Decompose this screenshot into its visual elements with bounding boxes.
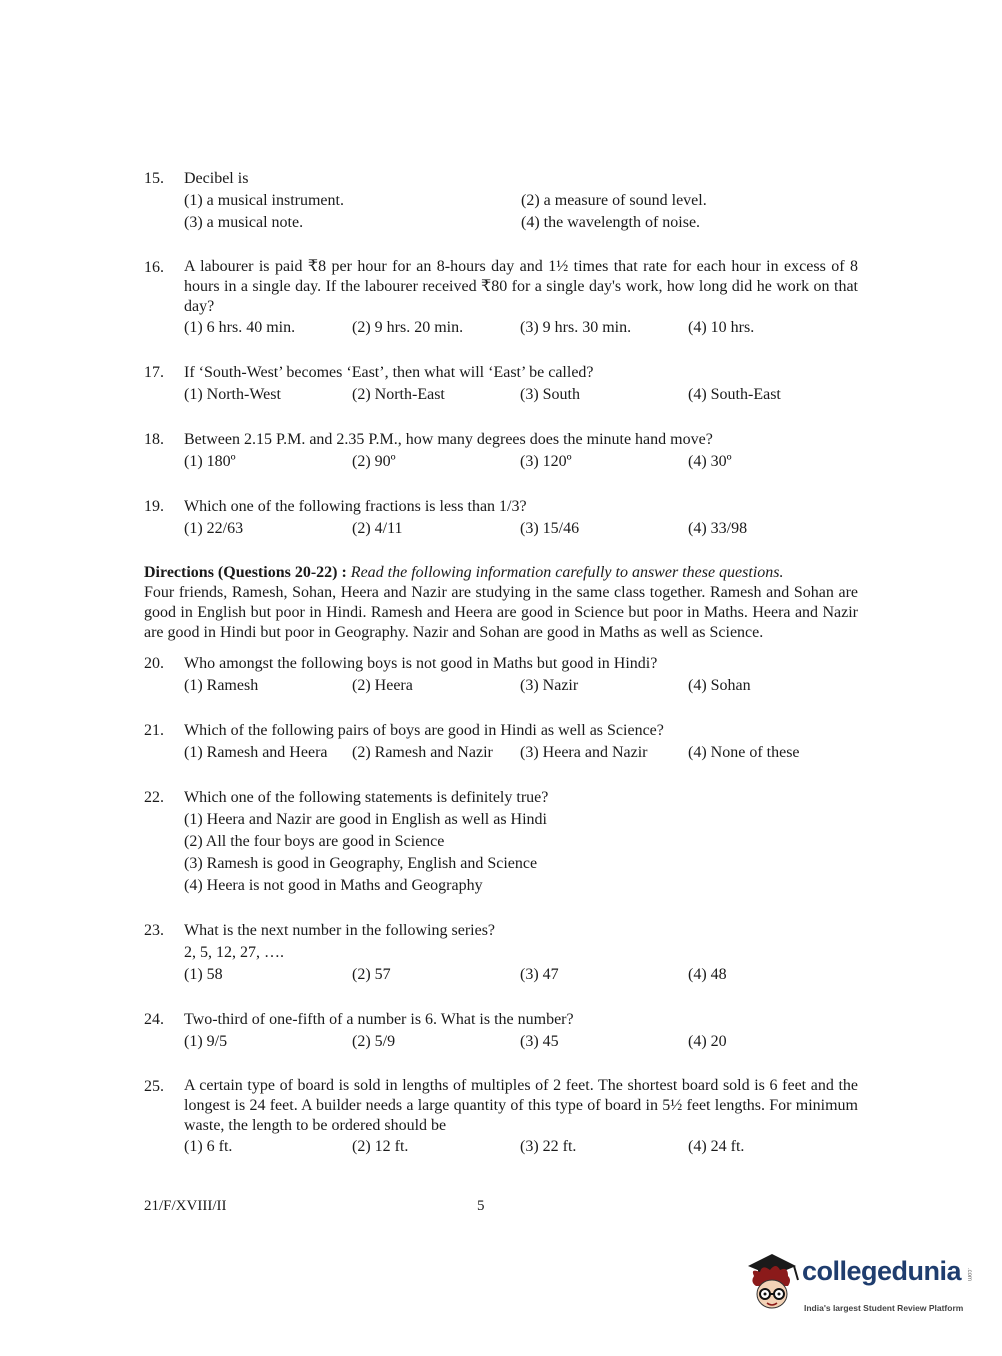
question-number: 16. (144, 259, 164, 276)
option-1: (1) 180º (184, 453, 236, 470)
brand-tagline: India's largest Student Review Platform (804, 1303, 964, 1313)
options (184, 518, 858, 540)
option-4: (4) 20 (688, 1033, 727, 1050)
options (184, 190, 858, 234)
mascot-icon (742, 1250, 802, 1320)
question-17 (144, 362, 858, 406)
option-1: (1) 6 hrs. 40 min. (184, 319, 296, 336)
option-2: (2) Heera (352, 677, 413, 694)
question-text: What is the next number in the following series? (184, 922, 496, 939)
paper-code: 21/F/XVIII/II (144, 1198, 227, 1214)
question-24 (144, 1009, 858, 1053)
option-3: (3) Ramesh is good in Geography, English and Science (184, 855, 538, 872)
question-22 (144, 787, 858, 897)
question-number: 22. (144, 789, 164, 806)
option-2: (2) a measure of sound level. (521, 192, 707, 209)
options (184, 1031, 858, 1053)
option-2: (2) 9 hrs. 20 min. (352, 319, 464, 336)
question-text: Two-third of one-fifth of a number is 6. What is the number? (184, 1011, 574, 1028)
question-number: 24. (144, 1011, 164, 1028)
question-text: Who amongst the following boys is not good in Maths but good in Hindi? (184, 655, 658, 672)
question-20 (144, 653, 858, 697)
option-3: (3) 47 (520, 966, 559, 983)
option-4: (4) 24 ft. (688, 1138, 745, 1155)
option-1: (1) 6 ft. (184, 1138, 233, 1155)
question-number: 19. (144, 498, 164, 515)
brand-name: collegedunia (802, 1256, 962, 1286)
options (184, 384, 858, 406)
question-text: Which of the following pairs of boys are good in Hindi as well as Science? (184, 722, 664, 739)
option-3: (3) a musical note. (184, 214, 304, 231)
options (184, 317, 858, 339)
question-16 (144, 257, 858, 339)
option-3: (3) 9 hrs. 30 min. (520, 319, 632, 336)
option-1: (1) North-West (184, 386, 281, 403)
question-15 (144, 168, 858, 234)
option-1: (1) a musical instrument. (184, 192, 344, 209)
options (184, 742, 858, 764)
option-4: (4) the wavelength of noise. (521, 214, 701, 231)
directions-heading: Directions (Questions 20-22) : (144, 564, 347, 581)
question-number: 17. (144, 364, 164, 381)
question-number: 20. (144, 655, 164, 672)
option-3: (3) Nazir (520, 677, 579, 694)
question-23 (144, 920, 858, 986)
option-2: (2) North-East (352, 386, 445, 403)
options (184, 675, 858, 697)
option-3: (3) Heera and Nazir (520, 744, 648, 761)
question-text: Which one of the following fractions is less than 1/3? (184, 498, 527, 515)
collegedunia-logo[interactable] (742, 1250, 972, 1320)
option-3: (3) South (520, 386, 580, 403)
question-text: A labourer is paid ₹8 per hour for an 8-hours day and 1½ times that rate for each hour in excess of 8 hours in a single day. If the labourer received ₹80 for a single day's work, how long did he work on that day? (184, 258, 858, 315)
question-text: Between 2.15 P.M. and 2.35 P.M., how many degrees does the minute hand move? (184, 431, 713, 448)
option-4: (4) 33/98 (688, 520, 748, 537)
option-1: (1) 9/5 (184, 1033, 228, 1050)
question-number: 15. (144, 170, 164, 187)
option-2: (2) 5/9 (352, 1033, 396, 1050)
option-3: (3) 45 (520, 1033, 559, 1050)
option-4: (4) Heera is not good in Maths and Geography (184, 877, 483, 894)
question-18 (144, 429, 858, 473)
option-4: (4) 48 (688, 966, 727, 983)
question-number: 25. (144, 1078, 164, 1095)
option-1: (1) Ramesh (184, 677, 259, 694)
option-2: (2) 12 ft. (352, 1138, 409, 1155)
options (184, 1136, 858, 1158)
question-page (144, 168, 858, 1158)
option-1: (1) Ramesh and Heera (184, 744, 328, 761)
option-2: (2) Ramesh and Nazir (352, 744, 493, 761)
directions-instruction: Read the following information carefully to answer these questions. (350, 564, 784, 581)
option-4: (4) South-East (688, 386, 781, 403)
option-2: (2) 4/11 (352, 520, 403, 537)
option-3: (3) 15/46 (520, 520, 580, 537)
option-4: (4) 30º (688, 453, 732, 470)
option-2: (2) 57 (352, 966, 391, 983)
option-4: (4) 10 hrs. (688, 319, 755, 336)
directions-passage: Four friends, Ramesh, Sohan, Heera and Nazir are studying in the same class together. Ramesh and Sohan are good in English but poor in Hindi. Ramesh and Heera are good in Science but poor in Maths. Heera and Nazir are good in Hindi but poor in Geography. Nazir and Sohan are good in Maths as well as Science. (144, 584, 858, 641)
question-21 (144, 720, 858, 764)
option-1: (1) Heera and Nazir are good in English as well as Hindi (184, 811, 547, 828)
question-25 (144, 1076, 858, 1158)
question-text: If ‘South-West’ becomes ‘East’, then what will ‘East’ be called? (184, 364, 594, 381)
options (184, 451, 858, 473)
options (184, 809, 858, 897)
option-3: (3) 120º (520, 453, 572, 470)
question-text: A certain type of board is sold in lengths of multiples of 2 feet. The shortest board sold is 6 feet and the longest is 24 feet. A builder needs a large quantity of this type of board in 5½ feet lengths. For minimum waste, the length to be ordered should be (184, 1077, 858, 1134)
page-number: 5 (477, 1198, 485, 1214)
number-series: 2, 5, 12, 27, …. (184, 944, 284, 961)
directions-block (144, 563, 858, 643)
option-4: (4) None of these (688, 744, 800, 761)
question-19 (144, 496, 858, 540)
option-1: (1) 58 (184, 966, 223, 983)
option-2: (2) All the four boys are good in Science (184, 833, 445, 850)
question-text: Which one of the following statements is definitely true? (184, 789, 549, 806)
question-number: 23. (144, 922, 164, 939)
question-text: Decibel is (184, 170, 249, 187)
brand-domain: .com (966, 1268, 972, 1282)
option-3: (3) 22 ft. (520, 1138, 577, 1155)
option-4: (4) Sohan (688, 677, 751, 694)
options (184, 964, 858, 986)
question-number: 18. (144, 431, 164, 448)
option-1: (1) 22/63 (184, 520, 244, 537)
question-number: 21. (144, 722, 164, 739)
option-2: (2) 90º (352, 453, 396, 470)
